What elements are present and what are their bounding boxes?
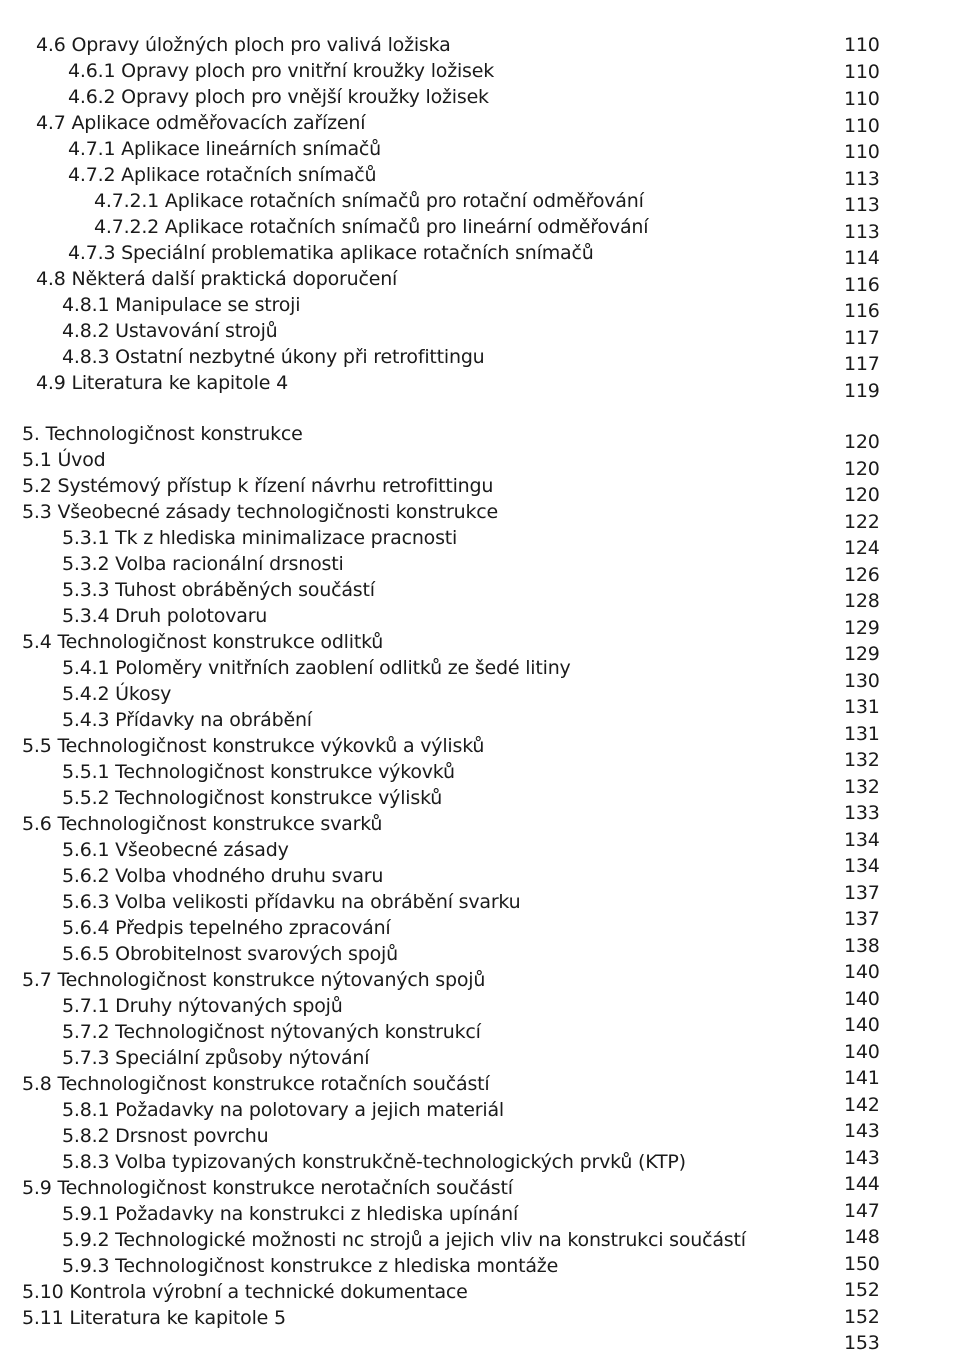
toc-entry-page: 113: [844, 221, 880, 243]
toc-entry-title: 5.4.2 Úkosy: [62, 683, 172, 705]
toc-entry-title: 5.3.4 Druh polotovaru: [62, 605, 268, 627]
toc-entry-page: 131: [844, 723, 880, 745]
toc-entry: [0, 370, 960, 402]
toc-entry-title: 5.5.2 Technologičnost konstrukce výlisků: [62, 787, 443, 809]
toc-entry-title: 5.4 Technologičnost konstrukce odlitků: [22, 631, 384, 653]
toc-entry: [0, 266, 960, 296]
toc-entry: [0, 551, 960, 586]
toc-entry-page: 143: [844, 1147, 880, 1169]
toc-entry-page: 144: [844, 1173, 880, 1195]
toc-entry-title: 5.7.1 Druhy nýtovaných spojů: [62, 995, 343, 1017]
toc-entry-page: 113: [844, 168, 880, 190]
toc-entry: [0, 292, 960, 322]
toc-entry-title: 5.8.3 Volba typizovaných konstrukčně-technologických prvků (KTP): [62, 1151, 686, 1173]
toc-entry-page: 130: [844, 670, 880, 692]
toc-entry-page: 140: [844, 1041, 880, 1063]
toc-entry: [0, 447, 960, 480]
toc-entry: [0, 629, 960, 665]
toc-entry-page: 113: [844, 194, 880, 216]
toc-entry: [0, 473, 960, 506]
toc-entry-title: 5.6.5 Obrobitelnost svarových spojů: [62, 943, 398, 965]
toc-entry-page: 134: [844, 855, 880, 877]
toc-entry-title: 5.11 Literatura ke kapitole 5: [22, 1307, 286, 1329]
toc-entry-title: 4.7.2.1 Aplikace rotačních snímačů pro rotační odměřování: [94, 190, 644, 212]
toc-entry-page: 126: [844, 564, 880, 586]
toc-entry-title: 5.1 Úvod: [22, 449, 106, 471]
toc-entry-page: 148: [844, 1226, 880, 1248]
toc-entry: [0, 58, 960, 84]
toc-entry: [0, 110, 960, 136]
toc-entry-title: 5.6 Technologičnost konstrukce svarků: [22, 813, 383, 835]
toc-entry-title: 5.8 Technologičnost konstrukce rotačních součástí: [22, 1073, 490, 1095]
toc-entry-page: 120: [844, 458, 880, 480]
toc-entry-title: 4.8 Některá další praktická doporučení: [36, 268, 398, 290]
toc-entry: [0, 1305, 960, 1354]
toc-entry-page: 152: [844, 1279, 880, 1301]
toc-entry-title: 4.7.1 Aplikace lineárních snímačů: [68, 138, 382, 160]
toc-entry-page: 153: [844, 1332, 880, 1354]
toc-entry-title: 4.7 Aplikace odměřovacích zařízení: [36, 112, 366, 134]
toc-entry-title: 5. Technologičnost konstrukce: [22, 423, 303, 445]
toc-entry-title: 5.9 Technologičnost konstrukce nerotačních součástí: [22, 1177, 513, 1199]
toc-entry-title: 5.3.3 Tuhost obráběných součástí: [62, 579, 375, 601]
toc-entry-page: 110: [844, 61, 880, 83]
toc-entry: [0, 421, 960, 453]
toc-entry: [0, 32, 960, 58]
toc-entry-title: 5.8.1 Požadavky na polotovary a jejich materiál: [62, 1099, 504, 1121]
toc-entry-title: 5.7.3 Speciální způsoby nýtování: [62, 1047, 370, 1069]
toc-entry-title: 5.5.1 Technologičnost konstrukce výkovků: [62, 761, 455, 783]
toc-entry-title: 4.8.2 Ustavování strojů: [62, 320, 278, 342]
toc-entry-page: 110: [844, 34, 880, 56]
toc-entry-title: 5.6.2 Volba vhodného druhu svaru: [62, 865, 384, 887]
toc-entry-title: 5.9.1 Požadavky na konstrukci z hlediska upínání: [62, 1203, 519, 1225]
toc-entry-title: 4.7.3 Speciální problematika aplikace rotačních snímačů: [68, 242, 594, 264]
toc-entry-title: 4.6 Opravy úložných ploch pro valivá ložiska: [36, 34, 451, 56]
toc-entry: [0, 603, 960, 639]
toc-entry: [0, 525, 960, 559]
toc-entry-title: 4.6.2 Opravy ploch pro vnější kroužky ložisek: [68, 86, 489, 108]
toc-entry: [0, 188, 960, 214]
toc-entry-title: 5.4.1 Poloměry vnitřních zaoblení odlitků ze šedé litiny: [62, 657, 571, 679]
toc-entry-page: 133: [844, 802, 880, 824]
toc-entry-page: 147: [844, 1200, 880, 1222]
toc-entry-page: 137: [844, 908, 880, 930]
toc-entry-page: 150: [844, 1253, 880, 1275]
toc-entry: [0, 655, 960, 692]
toc-entry-title: 5.4.3 Přídavky na obrábění: [62, 709, 312, 731]
toc-entry-title: 4.8.1 Manipulace se stroji: [62, 294, 301, 316]
toc-entry: [0, 240, 960, 269]
toc-entry: [0, 344, 960, 375]
toc-entry-page: 141: [844, 1067, 880, 1089]
toc-entry: [0, 499, 960, 533]
toc-entry-page: 134: [844, 829, 880, 851]
toc-entry-title: 5.5 Technologičnost konstrukce výkovků a výlisků: [22, 735, 485, 757]
toc-entry-title: 4.6.1 Opravy ploch pro vnitřní kroužky ložisek: [68, 60, 495, 82]
toc-entry-page: 117: [844, 327, 880, 349]
toc-entry-title: 5.8.2 Drsnost povrchu: [62, 1125, 269, 1147]
toc-entry-page: 119: [844, 380, 880, 402]
toc-entry: [0, 681, 960, 718]
toc-entry-title: 5.3.1 Tk z hlediska minimalizace pracnosti: [62, 527, 458, 549]
toc-entry-page: 138: [844, 935, 880, 957]
toc-entry-title: 4.7.2.2 Aplikace rotačních snímačů pro lineární odměřování: [94, 216, 649, 238]
toc-entry-page: 140: [844, 961, 880, 983]
toc-entry-title: 5.6.1 Všeobecné zásady: [62, 839, 289, 861]
toc-entry-page: 114: [844, 247, 880, 269]
toc-entry-page: 110: [844, 141, 880, 163]
toc-entry-page: 110: [844, 115, 880, 137]
toc-entry-page: 129: [844, 617, 880, 639]
toc-entry: [0, 84, 960, 110]
toc-entry-page: 110: [844, 88, 880, 110]
toc-entry-title: 4.9 Literatura ke kapitole 4: [36, 372, 288, 394]
toc-entry-page: 137: [844, 882, 880, 904]
toc-entry-page: 122: [844, 511, 880, 533]
toc-entry-page: 128: [844, 590, 880, 612]
toc-entry: [0, 707, 960, 745]
toc-entry-page: 120: [844, 484, 880, 506]
toc-entry-page: 132: [844, 776, 880, 798]
toc-entry-page: 131: [844, 696, 880, 718]
toc-entry-title: 5.6.3 Volba velikosti přídavku na obrábění svarku: [62, 891, 521, 913]
toc-entry-title: 5.9.3 Technologičnost konstrukce z hlediska montáže: [62, 1255, 559, 1277]
toc-entry: [0, 214, 960, 243]
toc-entry-title: 5.3.2 Volba racionální drsnosti: [62, 553, 344, 575]
toc-entry-title: 5.10 Kontrola výrobní a technické dokumentace: [22, 1281, 468, 1303]
toc-entry-page: 129: [844, 643, 880, 665]
toc-entry-title: 5.3 Všeobecné zásady technologičnosti konstrukce: [22, 501, 498, 523]
toc-entry: [0, 162, 960, 188]
toc-entry: [0, 733, 960, 771]
toc-entry-page: 140: [844, 1014, 880, 1036]
toc-entry-page: 140: [844, 988, 880, 1010]
toc-entry-title: 5.9.2 Technologické možnosti nc strojů a jejich vliv na konstrukci součástí: [62, 1229, 746, 1251]
toc-entry: [0, 577, 960, 612]
toc-entry-title: 4.7.2 Aplikace rotačních snímačů: [68, 164, 377, 186]
toc-entry: [0, 318, 960, 349]
toc-entry: [0, 136, 960, 162]
toc-entry-title: 5.2 Systémový přístup k řízení návrhu retrofittingu: [22, 475, 494, 497]
toc-entry-page: 116: [844, 274, 880, 296]
toc-entry-title: 5.7.2 Technologičnost nýtovaných konstrukcí: [62, 1021, 481, 1043]
toc-entry-page: 117: [844, 353, 880, 375]
toc-entry-title: 5.6.4 Předpis tepelného zpracování: [62, 917, 391, 939]
toc-entry-page: 120: [844, 431, 880, 453]
toc-entry-page: 152: [844, 1306, 880, 1328]
toc-entry-title: 5.7 Technologičnost konstrukce nýtovaných spojů: [22, 969, 486, 991]
toc-entry-title: 4.8.3 Ostatní nezbytné úkony při retrofittingu: [62, 346, 485, 368]
toc-entry-page: 116: [844, 300, 880, 322]
toc-entry-page: 143: [844, 1120, 880, 1142]
toc-entry-page: 132: [844, 749, 880, 771]
toc-entry-page: 142: [844, 1094, 880, 1116]
toc-entry-page: 124: [844, 537, 880, 559]
